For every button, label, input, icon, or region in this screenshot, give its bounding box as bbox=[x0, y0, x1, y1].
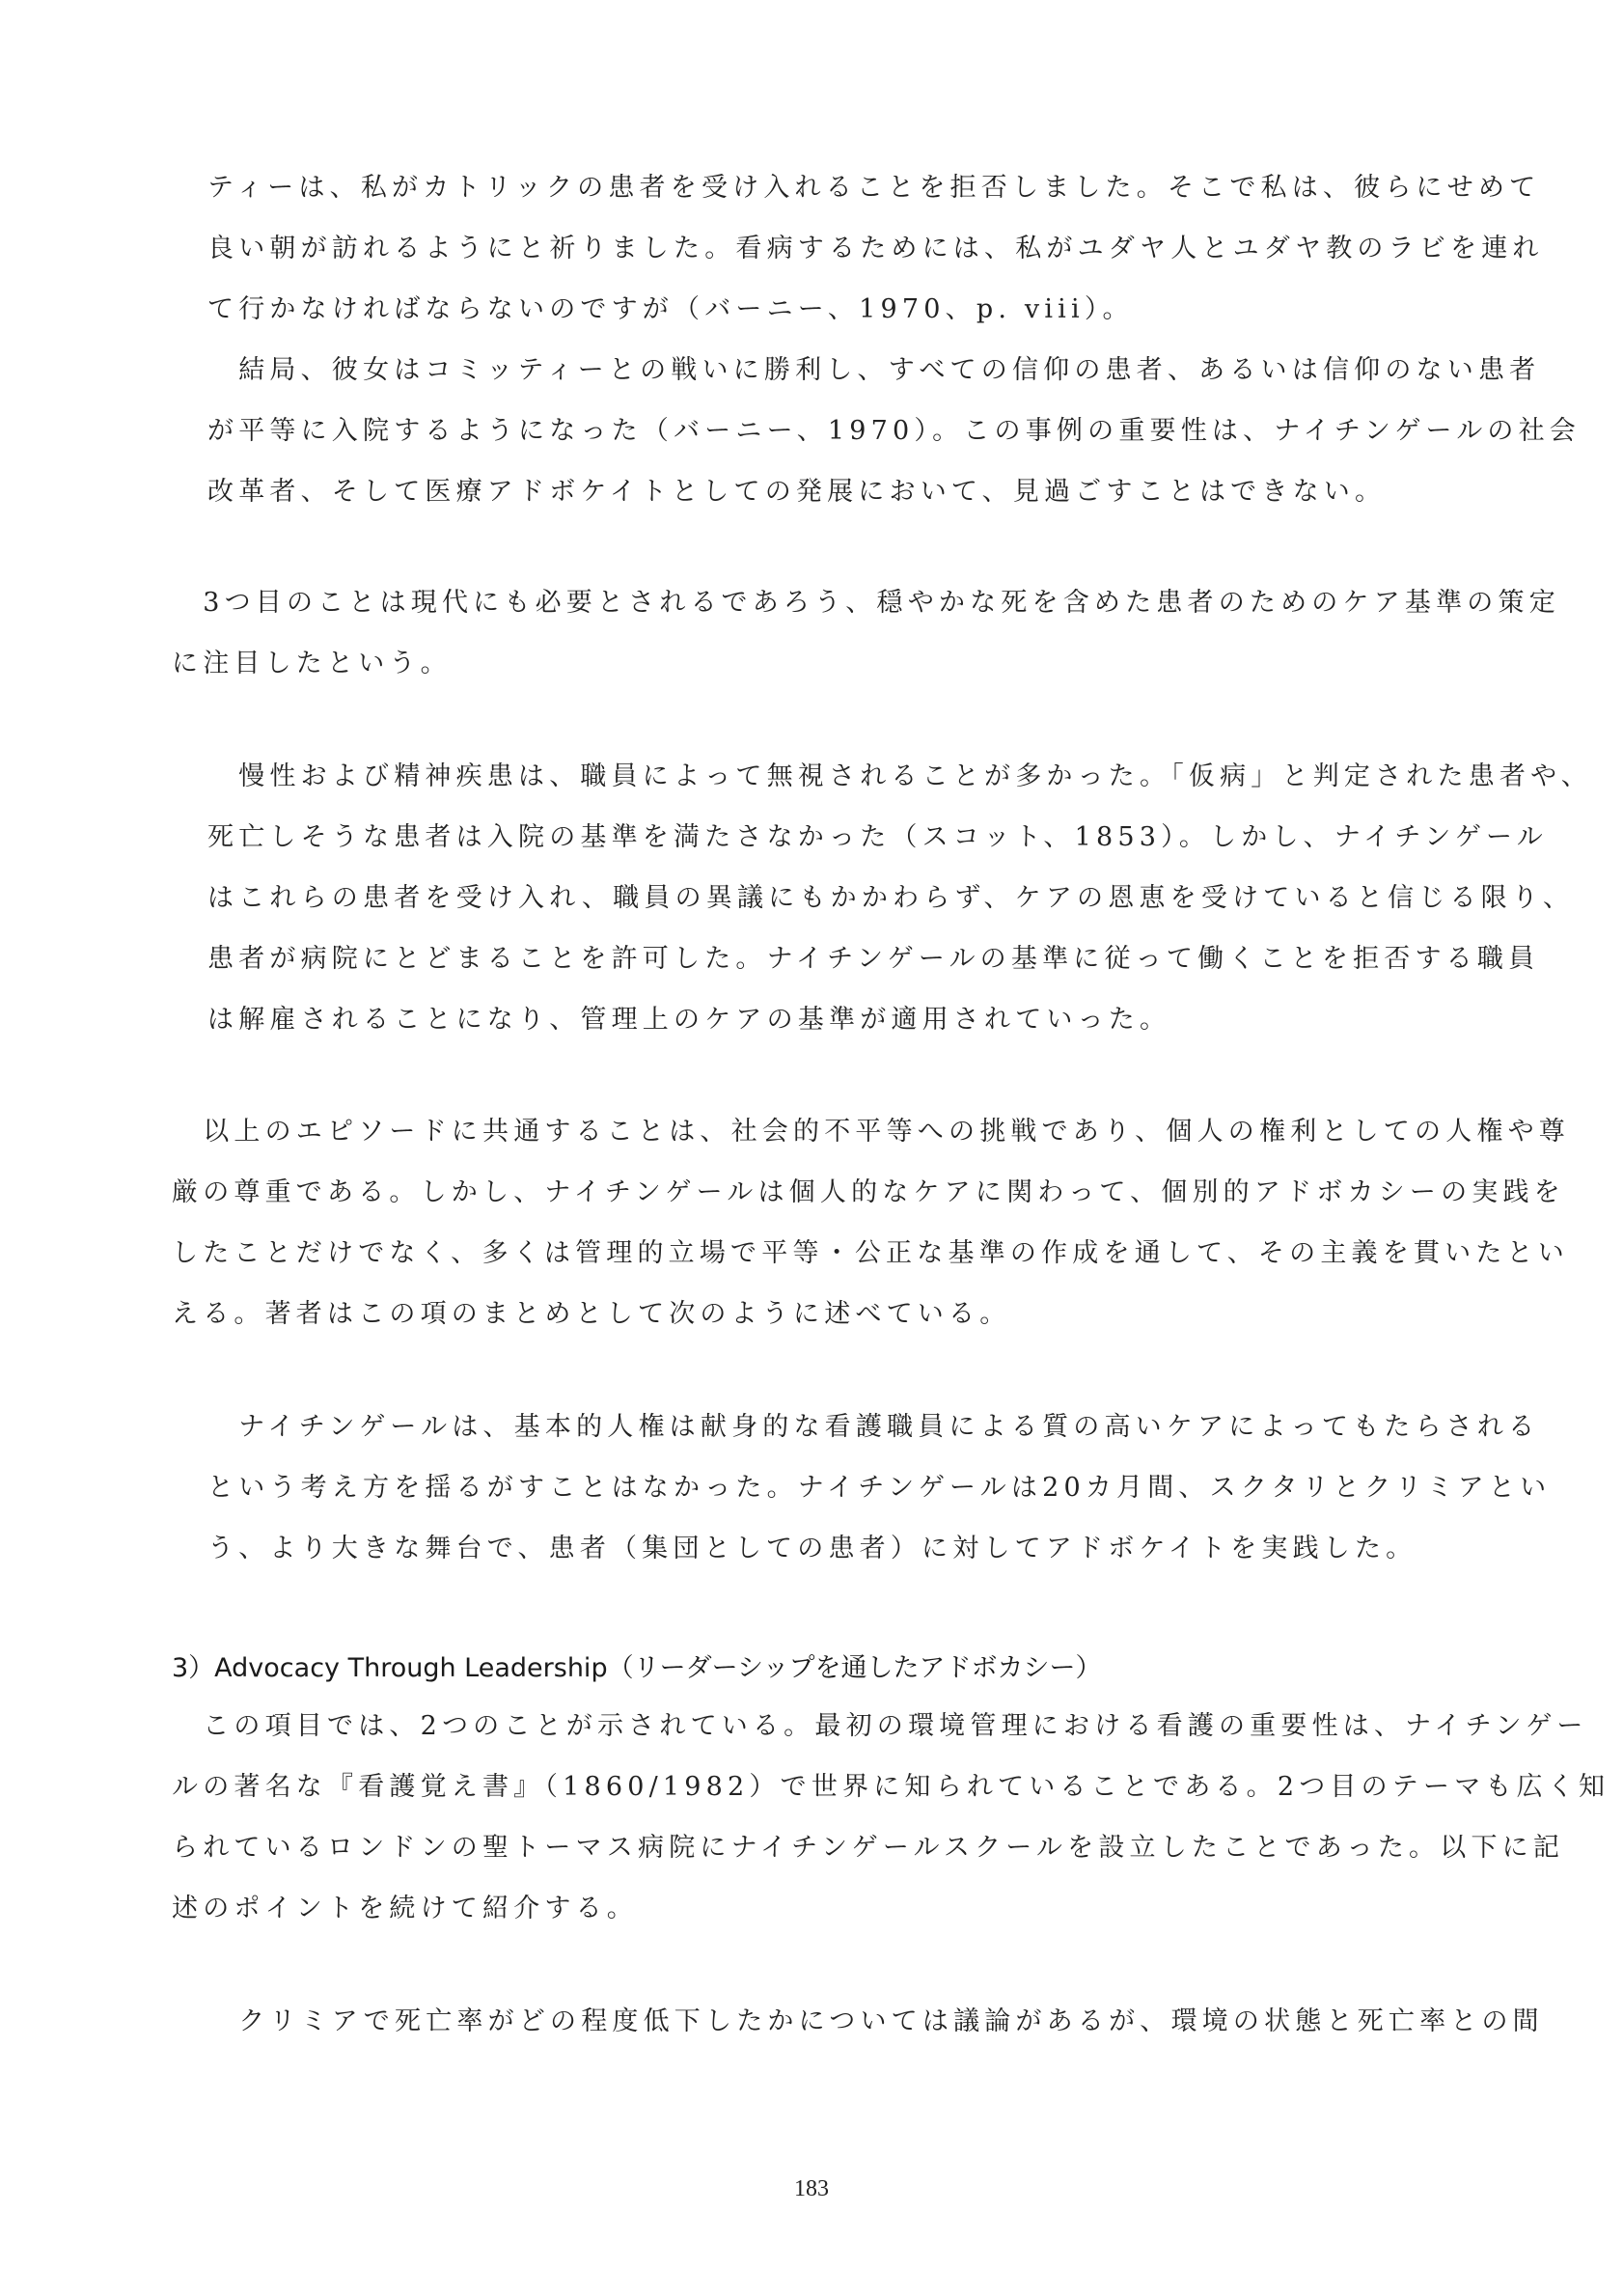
quote-line: 患者が病院にとどまることを許可した。ナイチンゲールの基準に従って働くことを拒否する職員 bbox=[207, 944, 1540, 974]
body-line: える。著者はこの項のまとめとして次のように述べている。 bbox=[172, 1299, 1011, 1329]
quote-line: はこれらの患者を受け入れ、職員の異議にもかかわらず、ケアの恩恵を受けていると信じる限り、 bbox=[207, 883, 1575, 913]
quote-line: クリミアで死亡率がどの程度低下したかについては議論があるが、環境の状態と死亡率との間 bbox=[207, 2006, 1544, 2036]
quote-line: という考え方を揺るがすことはなかった。ナイチンゲールは20カ月間、スクタリとクリミアとい bbox=[207, 1473, 1552, 1503]
quote-line: 良い朝が訪れるようにと祈りました。看病するためには、私がユダヤ人とユダヤ教のラビを連れ bbox=[207, 234, 1544, 263]
body-line: 厳の尊重である。しかし、ナイチンゲールは個人的なケアに関わって、個別的アドボカシーの実践を bbox=[172, 1177, 1565, 1207]
body-line: したことだけでなく、多くは管理的立場で平等・公正な基準の作成を通して、その主義を貫いたとい bbox=[172, 1238, 1569, 1268]
quote-line: が平等に入院するようになった（バーニー、1970）。この事例の重要性は、ナイチンゲールの社会 bbox=[207, 416, 1582, 446]
body-line: られているロンドンの聖トーマス病院にナイチンゲールスクールを設立したことであった。以下に記 bbox=[172, 1833, 1565, 1863]
quote-line: て行かなければならないのですが（バーニー、1970、p. viii）。 bbox=[207, 294, 1134, 324]
body-line: 以上のエピソードに共通することは、社会的不平等への挑戦であり、個人の権利としての人権や尊 bbox=[172, 1117, 1570, 1147]
quote-line: 死亡しそうな患者は入院の基準を満たさなかった（スコット、1853）。しかし、ナイチンゲール bbox=[207, 822, 1548, 852]
body-line: 3つ目のことは現代にも必要とされるであろう、穏やかな死を含めた患者のためのケア基準の策定 bbox=[172, 588, 1560, 618]
quote-line: は解雇されることになり、管理上のケアの基準が適用されていった。 bbox=[207, 1005, 1171, 1035]
body-line: ルの著名な『看護覚え書』（1860/1982）で世界に知られていることである。2つ目のテーマも広く知 bbox=[172, 1772, 1610, 1802]
quote-line: 結局、彼女はコミッティーとの戦いに勝利し、すべての信仰の患者、あるいは信仰のない患者 bbox=[207, 355, 1541, 385]
body-line: 述のポイントを続けて紹介する。 bbox=[172, 1894, 638, 1923]
quote-line: 改革者、そして医療アドボケイトとしての発展において、見過ごすことはできない。 bbox=[207, 477, 1387, 507]
body-line: この項目では、2つのことが示されている。最初の環境管理における看護の重要性は、ナイチンゲー bbox=[172, 1711, 1588, 1741]
quote-line: 慢性および精神疾患は、職員によって無視されることが多かった。「仮病」と判定された患者や、 bbox=[207, 761, 1592, 791]
quote-line: う、より大きな舞台で、患者（集団としての患者）に対してアドボケイトを実践した。 bbox=[207, 1534, 1417, 1563]
quote-line: ナイチンゲールは、基本的人権は献身的な看護職員による質の高いケアによってもたらされる bbox=[207, 1412, 1540, 1442]
section-heading: 3）Advocacy Through Leadership（リーダーシップを通したアドボカシー） bbox=[172, 1653, 1102, 1683]
body-line: に注目したという。 bbox=[172, 649, 452, 678]
page-number: 183 bbox=[794, 2176, 829, 2201]
quote-line: ティーは、私がカトリックの患者を受け入れることを拒否しました。そこで私は、彼らにせめて bbox=[207, 173, 1541, 203]
